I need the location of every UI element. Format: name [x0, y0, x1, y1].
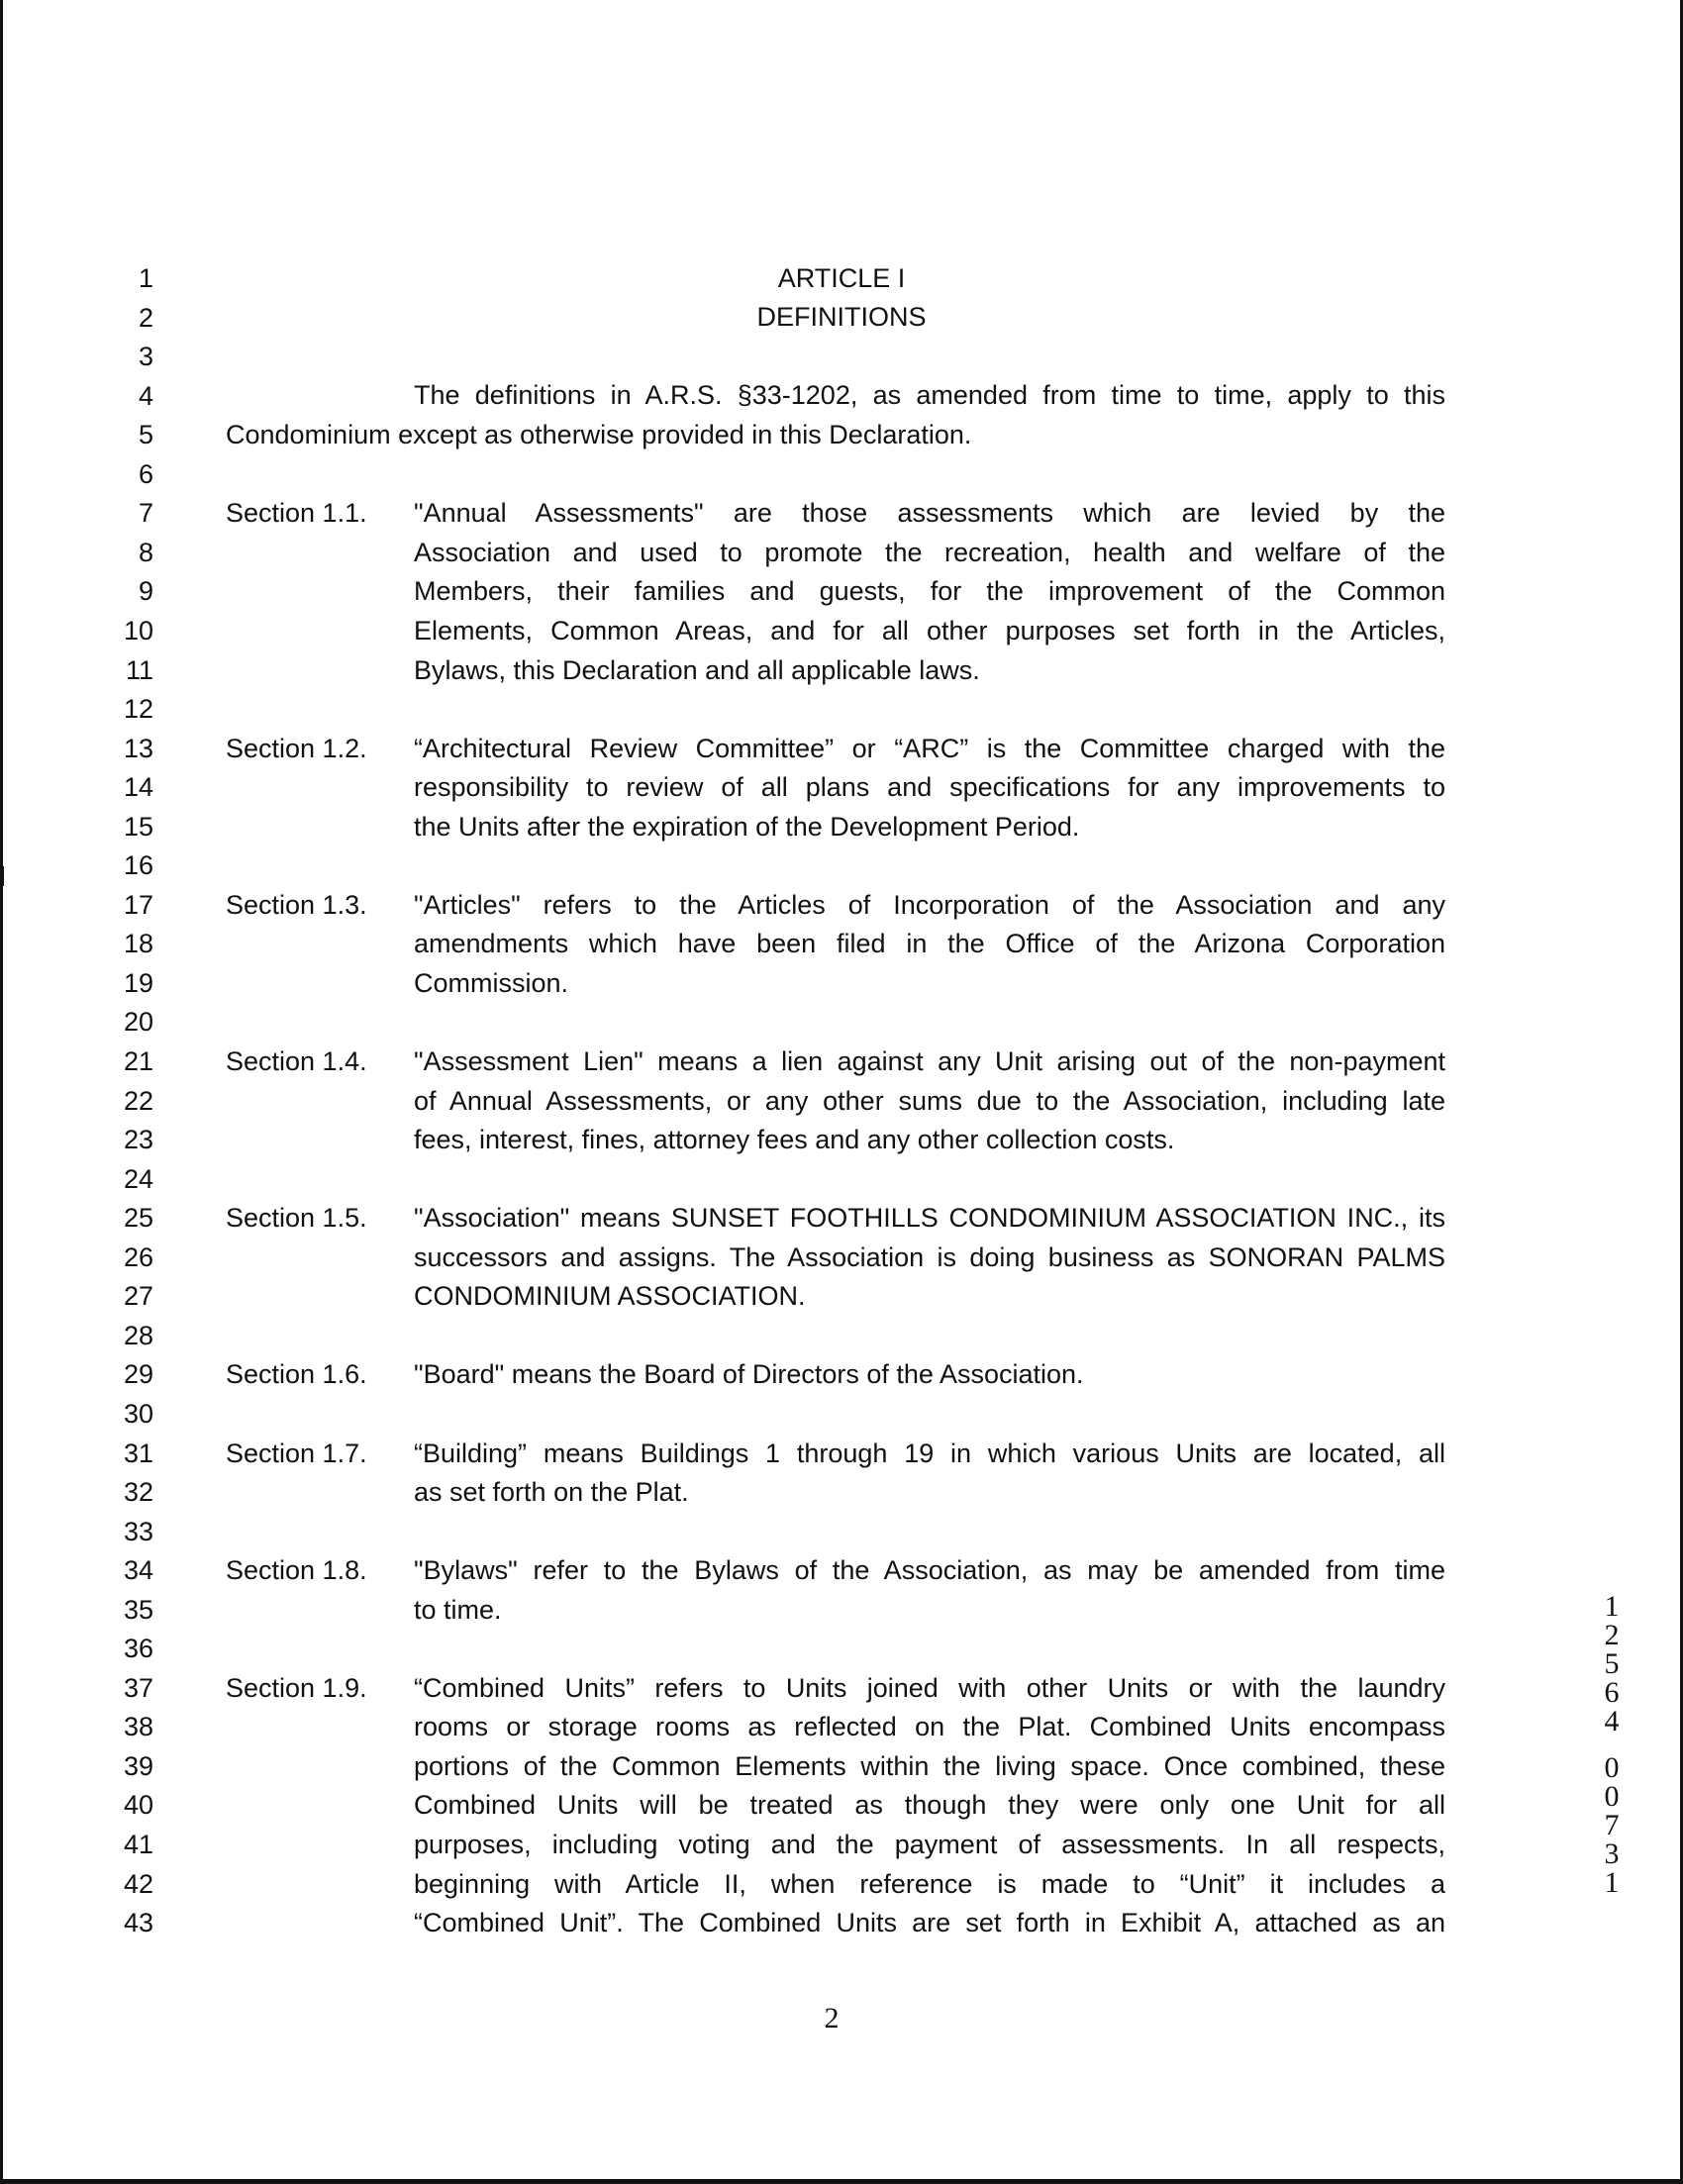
line-number: 3 [138, 342, 153, 371]
section-text-line: fees, interest, fines, attorney fees and any other collection costs. [414, 1125, 1175, 1154]
section-text-line: responsibility to review of all plans and specifications for any improvements to [414, 772, 1445, 802]
line-number: 17 [123, 890, 153, 920]
control-number-part-2: 0 0 7 3 1 [1604, 1751, 1620, 1899]
scan-border-bottom [0, 2179, 1683, 2184]
section-text-line: "Articles" refers to the Articles of Incorporation of the Association and any [414, 890, 1445, 920]
line-number: 35 [123, 1595, 153, 1625]
intro-paragraph-line: Condominium except as otherwise provided in this Declaration. [226, 420, 972, 449]
line-number: 20 [123, 1007, 153, 1037]
line-number: 5 [138, 420, 153, 449]
line-number: 28 [123, 1321, 153, 1350]
line-number: 24 [123, 1164, 153, 1194]
line-number: 6 [138, 459, 153, 489]
section-text-line: successors and assigns. The Association is doing business as SONORAN PALMS [414, 1242, 1445, 1272]
line-number: 15 [123, 812, 153, 842]
line-number: 14 [123, 772, 153, 802]
line-number: 32 [123, 1477, 153, 1507]
section-text-line: portions of the Common Elements within the living space. Once combined, these [414, 1751, 1445, 1781]
line-number: 12 [123, 694, 153, 724]
section-label: Section 1.4. [226, 1046, 367, 1076]
line-number: 38 [123, 1712, 153, 1741]
section-text-line: Combined Units will be treated as though they were only one Unit for all [414, 1790, 1445, 1820]
section-text-line: Commission. [414, 968, 569, 998]
line-number: 25 [123, 1203, 153, 1233]
section-text-line: “Combined Units” refers to Units joined with other Units or with the laundry [414, 1673, 1445, 1703]
article-heading: ARTICLE I [777, 263, 906, 293]
section-text-line: Elements, Common Areas, and for all other purposes set forth in the Articles, [414, 616, 1445, 645]
section-label: Section 1.1. [226, 498, 367, 528]
line-number: 31 [123, 1439, 153, 1468]
control-number-part-1: 1 2 5 6 4 [1604, 1590, 1620, 1737]
line-number: 37 [123, 1673, 153, 1703]
section-text-line: “Building” means Buildings 1 through 19 in which various Units are located, all [414, 1439, 1445, 1468]
section-text-line: "Bylaws" refer to the Bylaws of the Association, as may be amended from time [414, 1555, 1445, 1585]
section-text-line: "Annual Assessments" are those assessments which are levied by the [414, 498, 1445, 528]
section-text-line: Bylaws, this Declaration and all applicable laws. [414, 655, 980, 685]
line-number: 34 [123, 1555, 153, 1585]
line-number: 29 [123, 1359, 153, 1389]
section-label: Section 1.6. [226, 1359, 367, 1389]
line-number: 26 [123, 1242, 153, 1272]
line-number: 23 [123, 1125, 153, 1154]
section-text-line: “Combined Unit”. The Combined Units are set forth in Exhibit A, attached as an [414, 1908, 1445, 1937]
line-number: 36 [123, 1634, 153, 1663]
section-label: Section 1.7. [226, 1439, 367, 1468]
section-text-line: CONDOMINIUM ASSOCIATION. [414, 1281, 806, 1311]
line-number: 39 [123, 1751, 153, 1781]
line-number: 8 [138, 538, 153, 567]
line-number: 7 [138, 498, 153, 528]
line-number: 2 [138, 303, 153, 333]
line-number: 13 [123, 734, 153, 763]
line-number: 30 [123, 1399, 153, 1429]
section-text-line: Members, their families and guests, for the improvement of the Common [414, 576, 1445, 606]
section-text-line: beginning with Article II, when reference is made to “Unit” it includes a [414, 1869, 1445, 1899]
intro-paragraph-line: The definitions in A.R.S. §33-1202, as amended from time to time, apply to this [414, 380, 1445, 410]
scan-border-left [0, 0, 3, 2184]
article-title: DEFINITIONS [756, 302, 927, 332]
section-label: Section 1.9. [226, 1673, 367, 1703]
line-number: 40 [123, 1790, 153, 1820]
section-label: Section 1.3. [226, 890, 367, 920]
line-number: 10 [123, 616, 153, 645]
section-text-line: "Association" means SUNSET FOOTHILLS CONDOMINIUM ASSOCIATION INC., its [414, 1203, 1445, 1233]
section-text-line: to time. [414, 1595, 502, 1625]
line-number: 18 [123, 929, 153, 958]
line-number: 41 [123, 1830, 153, 1859]
page-number: 2 [824, 2002, 840, 2035]
line-number: 9 [138, 576, 153, 606]
section-text-line: "Board" means the Board of Directors of the Association. [414, 1359, 1084, 1389]
section-text-line: amendments which have been filed in the Office of the Arizona Corporation [414, 929, 1445, 958]
line-number: 22 [123, 1086, 153, 1116]
line-number: 16 [123, 850, 153, 880]
line-number: 4 [138, 381, 153, 411]
line-number: 19 [123, 968, 153, 998]
line-number: 11 [125, 655, 153, 685]
section-text-line: rooms or storage rooms as reflected on the Plat. Combined Units encompass [414, 1712, 1445, 1741]
line-number: 43 [123, 1908, 153, 1937]
section-text-line: "Assessment Lien" means a lien against any Unit arising out of the non-payment [414, 1046, 1445, 1076]
section-text-line: purposes, including voting and the payment of assessments. In all respects, [414, 1830, 1445, 1859]
section-label: Section 1.5. [226, 1203, 367, 1233]
section-label: Section 1.8. [226, 1555, 367, 1585]
document-control-number [1592, 1592, 1632, 1897]
section-text-line: “Architectural Review Committee” or “ARC” is the Committee charged with the [414, 734, 1445, 763]
line-number: 42 [123, 1869, 153, 1899]
section-text-line: Association and used to promote the recreation, health and welfare of the [414, 538, 1445, 567]
section-text-line: as set forth on the Plat. [414, 1477, 689, 1507]
section-text-line: the Units after the expiration of the Development Period. [414, 812, 1080, 842]
line-number: 21 [123, 1046, 153, 1076]
line-number: 33 [123, 1517, 153, 1546]
line-number: 1 [138, 263, 153, 293]
scan-mark [0, 866, 4, 886]
section-text-line: of Annual Assessments, or any other sums due to the Association, including late [414, 1086, 1445, 1116]
line-number: 27 [123, 1281, 153, 1311]
section-label: Section 1.2. [226, 734, 367, 763]
